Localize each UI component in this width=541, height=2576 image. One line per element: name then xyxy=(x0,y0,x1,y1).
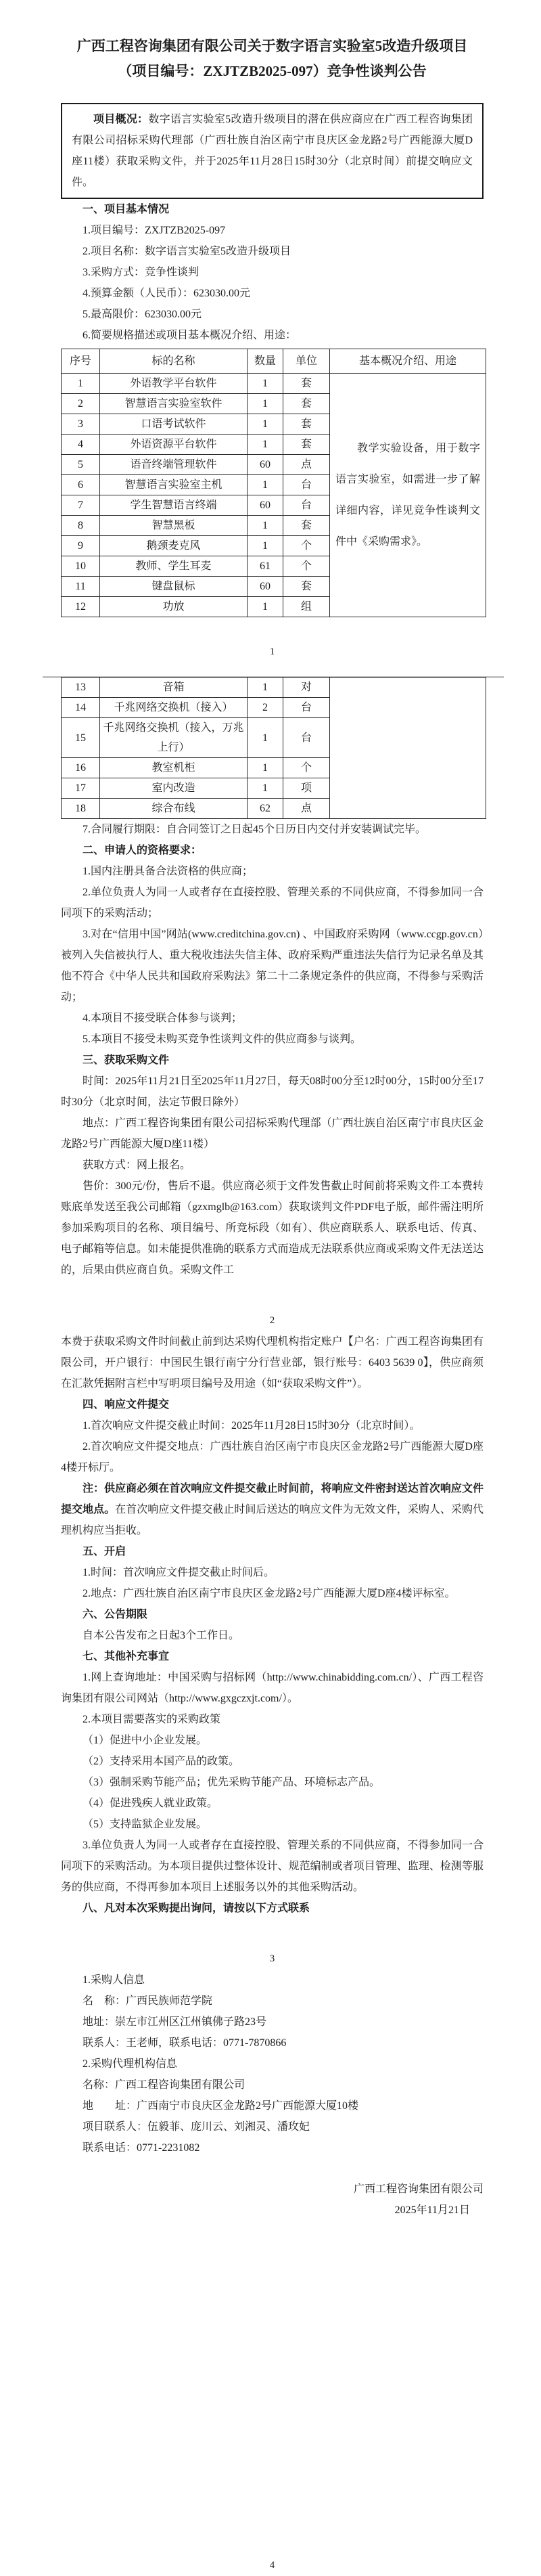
table-row: 2 智慧语言实验室软件 1 套 xyxy=(62,394,486,414)
other-restriction: 3.单位负责人为同一人或者存在直接控股、管理关系的不同供应商，不得参加同一合同项下的采购活动。为本项目提供过整体设计、规范编制或者项目管理、监理、检测等服务的供应商，不得再参加本项目上述服务以外的其他采购活动。 xyxy=(61,1840,484,1893)
agency-info-heading: 2.采购代理机构信息 xyxy=(83,2058,178,2070)
doc-title-line1: 广西工程咨询集团有限公司关于数字语言实验室5改造升级项目 xyxy=(76,38,468,54)
section-7-heading: 七、其他补充事宜 xyxy=(83,1651,170,1662)
policy-heading: 2.本项目需要落实的采购政策 xyxy=(83,1714,221,1725)
qualification-item-1: 1.国内注册具备合法资格的供应商； xyxy=(83,866,254,877)
qualification-item-2: 2.单位负责人为同一人或者存在直接控股、管理关系的不同供应商，不得参加同一合同项下的采购活动； xyxy=(61,887,484,919)
signature-org: 广西工程咨询集团有限公司 xyxy=(353,2183,484,2195)
table-row: 17 室内改造 1 项 xyxy=(62,778,486,799)
purchaser-address: 地址：崇左市江州区江州镇佛子路23号 xyxy=(83,2016,267,2028)
section-6-heading: 六、公告期限 xyxy=(83,1609,148,1620)
opening-time: 1.时间：首次响应文件提交截止时间后。 xyxy=(83,1567,275,1578)
table-row: 14 千兆网络交换机（接入） 2 台 xyxy=(62,698,486,718)
doc-title-line2: （项目编号：ZXJTZB2025-097）竞争性谈判公告 xyxy=(118,63,427,79)
contract-period: 7.合同履行期限：自合同签订之日起45个日历日内交付并安装调试完毕。 xyxy=(83,824,427,835)
merged-note-cell-empty xyxy=(330,678,486,819)
opening-place: 2.地点：广西壮族自治区南宁市良庆区金龙路2号广西能源大厦D座4楼评标室。 xyxy=(83,1588,456,1599)
section-8-heading: 八、凡对本次采购提出询问，请按以下方式联系 xyxy=(83,1903,310,1914)
online-query-address: 1.网上查询地址：中国采购与招标网（http://www.chinabidding.com.cn/）、广西工程咨询集团有限公司网站（http://www.gxgczxjt.com/）。 xyxy=(61,1672,484,1704)
agency-address: 地 址：广西南宁市良庆区金龙路2号广西能源大厦10楼 xyxy=(83,2100,359,2112)
table-row: 10 教师、学生耳麦 61 个 xyxy=(62,556,486,577)
signature-block xyxy=(61,2179,484,2221)
section-2-heading: 二、申请人的资格要求： xyxy=(83,845,202,856)
qualification-item-5: 5.本项目不接受未购买竞争性谈判文件的供应商参与谈判。 xyxy=(83,1034,362,1045)
section-3-heading: 三、获取采购文件 xyxy=(83,1054,170,1066)
page-number-1: 1 xyxy=(269,646,275,657)
bank-account-paragraph: 本费于获取采购文件时间截止前到达采购代理机构指定账户【户名：广西工程咨询集团有限公司，开户银行：中国民生银行南宁分行营业部，银行账号：6403 5639 0】，供应商须在汇款凭据附言栏中写明项目编号及用途（如“获取采购文件”）。 xyxy=(61,1336,484,1390)
response-note-rest: 在首次响应文件提交截止时间后送达的响应文件为无效文件，采购人、采购代理机构应当拒收。 xyxy=(61,1504,484,1536)
policy-item-4: （4）促进残疾人就业政策。 xyxy=(83,1798,218,1809)
policy-item-3: （3）强制采购节能产品；优先采购节能产品、环境标志产品。 xyxy=(83,1777,381,1788)
page-number-3: 3 xyxy=(269,1953,275,1964)
table-row: 4 外语资源平台软件 1 套 xyxy=(62,435,486,455)
purchaser-name: 名 称：广西民族师范学院 xyxy=(83,1995,213,2007)
response-place: 2.首次响应文件提交地点：广西壮族自治区南宁市良庆区金龙路2号广西能源大厦D座4楼开标厅。 xyxy=(61,1441,484,1473)
max-price: 5.最高限价：623030.00元 xyxy=(83,309,202,320)
table-row: 15 千兆网络交换机（接入，万兆上行） 1 台 xyxy=(62,718,486,758)
doc-title xyxy=(61,0,484,84)
col-header-seq: 序号 xyxy=(62,349,100,374)
qualification-item-4: 4.本项目不接受联合体参与谈判； xyxy=(83,1013,243,1024)
doc-obtain-place: 地点：广西工程咨询集团有限公司招标采购代理部（广西壮族自治区南宁市良庆区金龙路2号广西能源大厦D座11楼） xyxy=(61,1117,484,1150)
col-header-unit: 单位 xyxy=(283,349,330,374)
items-table-part2 xyxy=(61,677,486,819)
section-1-heading: 一、项目基本情况 xyxy=(83,204,170,215)
budget-amount: 4.预算金额（人民币）：623030.00元 xyxy=(83,288,251,299)
table-row: 18 综合布线 62 点 xyxy=(62,799,486,819)
merged-note-cell xyxy=(330,374,486,617)
section-5-heading: 五、开启 xyxy=(83,1546,126,1557)
col-header-note: 基本概况介绍、用途 xyxy=(330,349,486,374)
response-deadline: 1.首次响应文件提交截止时间：2025年11月28日15时30分（北京时间）。 xyxy=(83,1420,421,1431)
procurement-method: 3.采购方式：竞争性谈判 xyxy=(83,267,199,278)
qualification-item-3: 3.对在“信用中国”网站(www.creditchina.gov.cn) 、中国政府采购网（www.ccgp.gov.cn）被列入失信被执行人、重大税收违法失信主体、政府采购严重违法失信行为记录名单及其他不符合《中华人民共和国政府采购法》第二十二条规定条件的供应商，不得参与采购活动； xyxy=(61,929,484,1003)
equipment-note: 教学实验设备，用于数字语言实验室，如需进一步了解详细内容，详见竞争性谈判文件中《采购需求》。 xyxy=(335,442,480,548)
table-row: 8 智慧黑板 1 套 xyxy=(62,516,486,536)
policy-item-5: （5）支持监狱企业发展。 xyxy=(83,1819,208,1830)
table-row: 16 教室机柜 1 个 xyxy=(62,758,486,778)
table-row: 3 口语考试软件 1 套 xyxy=(62,414,486,435)
col-header-qty: 数量 xyxy=(248,349,283,374)
table-row: 1 外语教学平台软件 1 套 教学实验设备，用于数字语言实验室，如需进一步了解详细内容，详见竞争性谈判文件中《采购需求》。 xyxy=(62,374,486,394)
overview-body: 数字语言实验室5改造升级项目的潜在供应商应在广西工程咨询集团有限公司招标采购代理部（广西壮族自治区南宁市良庆区金龙路2号广西能源大厦D座11楼）获取采购文件，并于2025年11月28日15时30分（北京时间）前提交响应文件。 xyxy=(72,114,473,188)
doc-obtain-method: 获取方式：网上报名。 xyxy=(83,1159,191,1171)
project-number: 1.项目编号：ZXJTZB2025-097 xyxy=(83,225,226,236)
col-header-name: 标的名称 xyxy=(100,349,248,374)
announcement-period: 自本公告发布之日起3个工作日。 xyxy=(83,1630,240,1641)
table-row: 12 功放 1 组 xyxy=(62,597,486,617)
signature-date: 2025年11月21日 xyxy=(394,2204,470,2216)
table-row: 9 鹅颈麦克风 1 个 xyxy=(62,536,486,556)
page-number-2: 2 xyxy=(269,1315,275,1326)
policy-item-1: （1）促进中小企业发展。 xyxy=(83,1735,208,1746)
project-name: 2.项目名称：数字语言实验室5改造升级项目 xyxy=(83,246,291,257)
project-overview-text xyxy=(72,109,473,193)
table-row: 6 智慧语言实验室主机 1 台 xyxy=(62,475,486,495)
policy-item-2: （2）支持采用本国产品的政策。 xyxy=(83,1756,240,1767)
project-overview-box xyxy=(61,103,484,199)
agency-phone: 联系电话：0771-2231082 xyxy=(83,2142,200,2154)
table-row: 11 键盘鼠标 60 套 xyxy=(62,577,486,597)
response-note xyxy=(61,1478,484,1541)
purchaser-info-heading: 1.采购人信息 xyxy=(83,1974,145,1986)
table-row: 5 语音终端管理软件 60 点 xyxy=(62,455,486,475)
section-4-heading: 四、响应文件提交 xyxy=(83,1399,170,1411)
items-table-part1 xyxy=(61,349,486,617)
overview-label: 项目概况： xyxy=(93,114,149,125)
page-number-4: 4 xyxy=(269,2560,275,2571)
response-note-bold: 注：供应商必须在首次响应文件提交截止时间前，将响应文件密封送达首次响应文件提交地点。 xyxy=(61,1483,484,1515)
spec-intro-label: 6.简要规格描述或项目基本概况介绍、用途： xyxy=(83,330,297,341)
agency-contacts: 项目联系人：伍毅菲、庞川云、刘湘灵、潘玫妃 xyxy=(83,2121,310,2133)
table-row: 13 音箱 1 对 xyxy=(62,678,486,698)
doc-obtain-time: 时间：2025年11月21日至2025年11月27日，每天08时00分至12时00分，15时00分至17时30分（北京时间，法定节假日除外） xyxy=(61,1075,484,1108)
table-row: 7 学生智慧语言终端 60 台 xyxy=(62,495,486,516)
agency-name: 名称：广西工程咨询集团有限公司 xyxy=(83,2079,245,2091)
purchaser-contact: 联系人：王老师，联系电话：0771-7870866 xyxy=(83,2037,287,2049)
table-header-row xyxy=(62,349,486,374)
doc-price-paragraph: 售价：300元/份，售后不退。供应商必须于文件发售截止时间前将采购文件工本费转账底单发送至我公司邮箱（gzxmglb@163.com）获取谈判文件PDF电子版，邮件需注明所参加采购项目的名称、项目编号、所竞标段（如有）、供应商联系人、联系电话、传真、电子邮箱等信息。如未能提供准确的联系方式而造成无法联系供应商或采购文件无法送达的，后果由供应商自负。采购文件工 xyxy=(61,1180,484,1276)
